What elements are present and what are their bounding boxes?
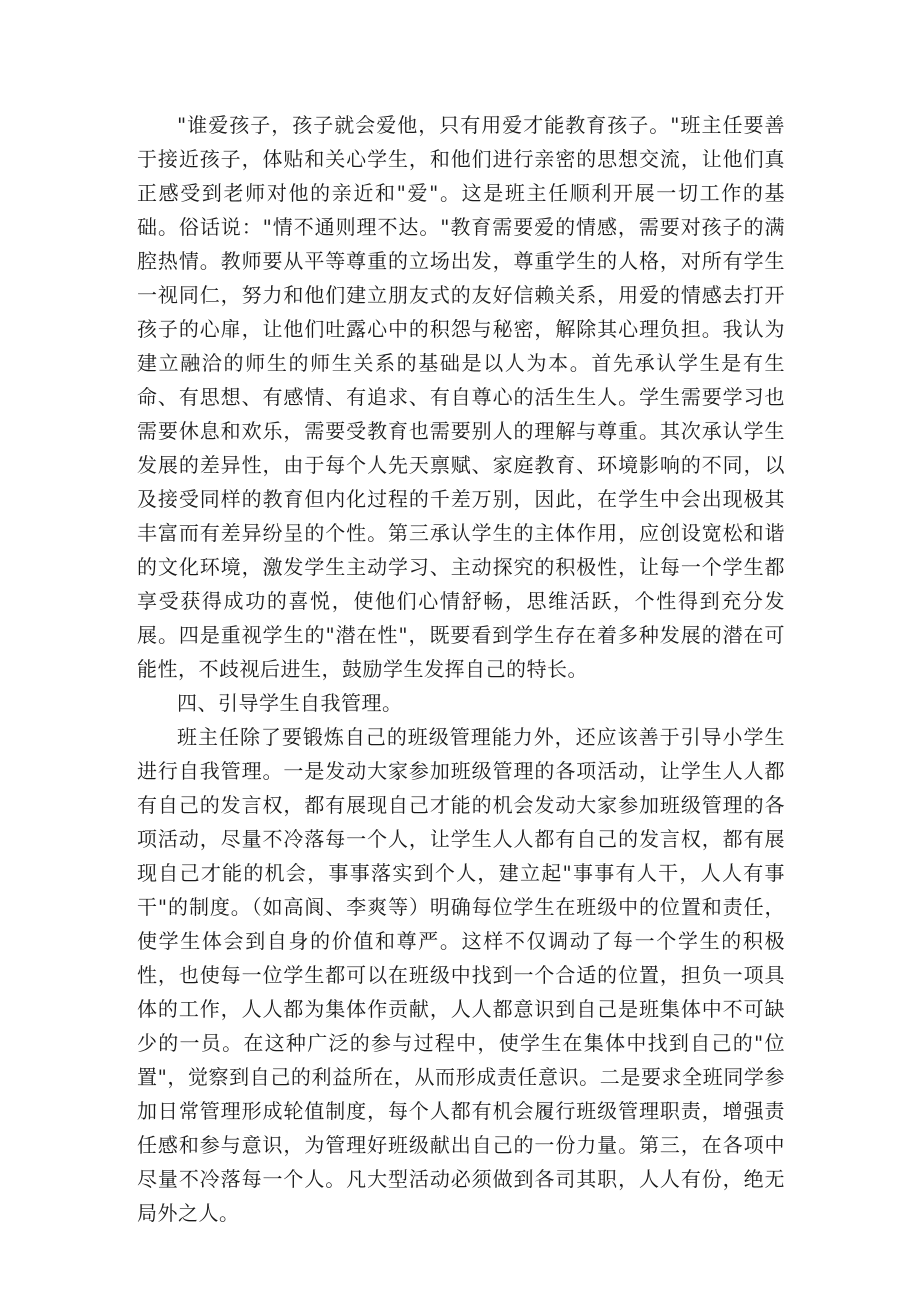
body-paragraph-self-management: 班主任除了要锻炼自己的班级管理能力外，还应该善于引导小学生进行自我管理。一是发动大家参加班级管理的各项活动，让学生人人都有自己的发言权，都有展现自己才能的机会发动大家参加班级管理的各项活动，尽量不冷落每一个人，让学生人人都有自己的发言权，都有展现自己才能的机会，事事落实到个人，建立起"事事有人干，人人有事干"的制度。（如高阆、李爽等）明确每位学生在班级中的位置和责任，使学生体会到自身的价值和尊严。这样不仅调动了每一个学生的积极性，也使每一位学生都可以在班级中找到一个合适的位置，担负一项具体的工作，人人都为集体作贡献，人人都意识到自己是班集体中不可缺少的一员。在这种广泛的参与过程中，使学生在集体中找到自己的"位置"，觉察到自己的利益所在，从而形成责任意识。二是要求全班同学参加日常管理形成轮值制度，每个人都有机会履行班级管理职责，增强责任感和参与意识，为管理好班级献出自己的一份力量。第三，在各项中尽量不冷落每一个人。凡大型活动必须做到各司其职，人人有份，绝无局外之人。 — [137, 725, 785, 1225]
body-paragraph-love-education: "谁爱孩子，孩子就会爱他，只有用爱才能教育孩子。"班主任要善于接近孩子，体贴和关心学生，和他们进行亲密的思想交流，让他们真正感受到老师对他的亲近和"爱"。这是班主任顺利开展一切工作的基础。俗话说："情不通则理不达。"教育需要爱的情感，需要对孩子的满腔热情。教师要从平等尊重的立场出发，尊重学生的人格，对所有学生一视同仁，努力和他们建立朋友式的友好信赖关系，用爱的情感去打开孩子的心扉，让他们吐露心中的积怨与秘密，解除其心理负担。我认为建立融洽的师生的师生关系的基础是以人为本。首先承认学生是有生命、有思想、有感情、有追求、有自尊心的活生生人。学生需要学习也需要休息和欢乐，需要受教育也需要别人的理解与尊重。其次承认学生发展的差异性，由于每个人先天禀赋、家庭教育、环境影响的不同，以及接受同样的教育但内化过程的千差万别，因此，在学生中会出现极其丰富而有差异纷呈的个性。第三承认学生的主体作用，应创设宽松和谐的文化环境，激发学生主动学习、主动探究的积极性，让每一个学生都享受获得成功的喜悦，使他们心情舒畅，思维活跃，个性得到充分发展。四是重视学生的"潜在性"，既要看到学生存在着多种发展的潜在可能性，不歧视后进生，鼓励学生发挥自己的特长。 — [137, 113, 785, 681]
section-heading-self-management: 四、引导学生自我管理。 — [177, 691, 403, 715]
